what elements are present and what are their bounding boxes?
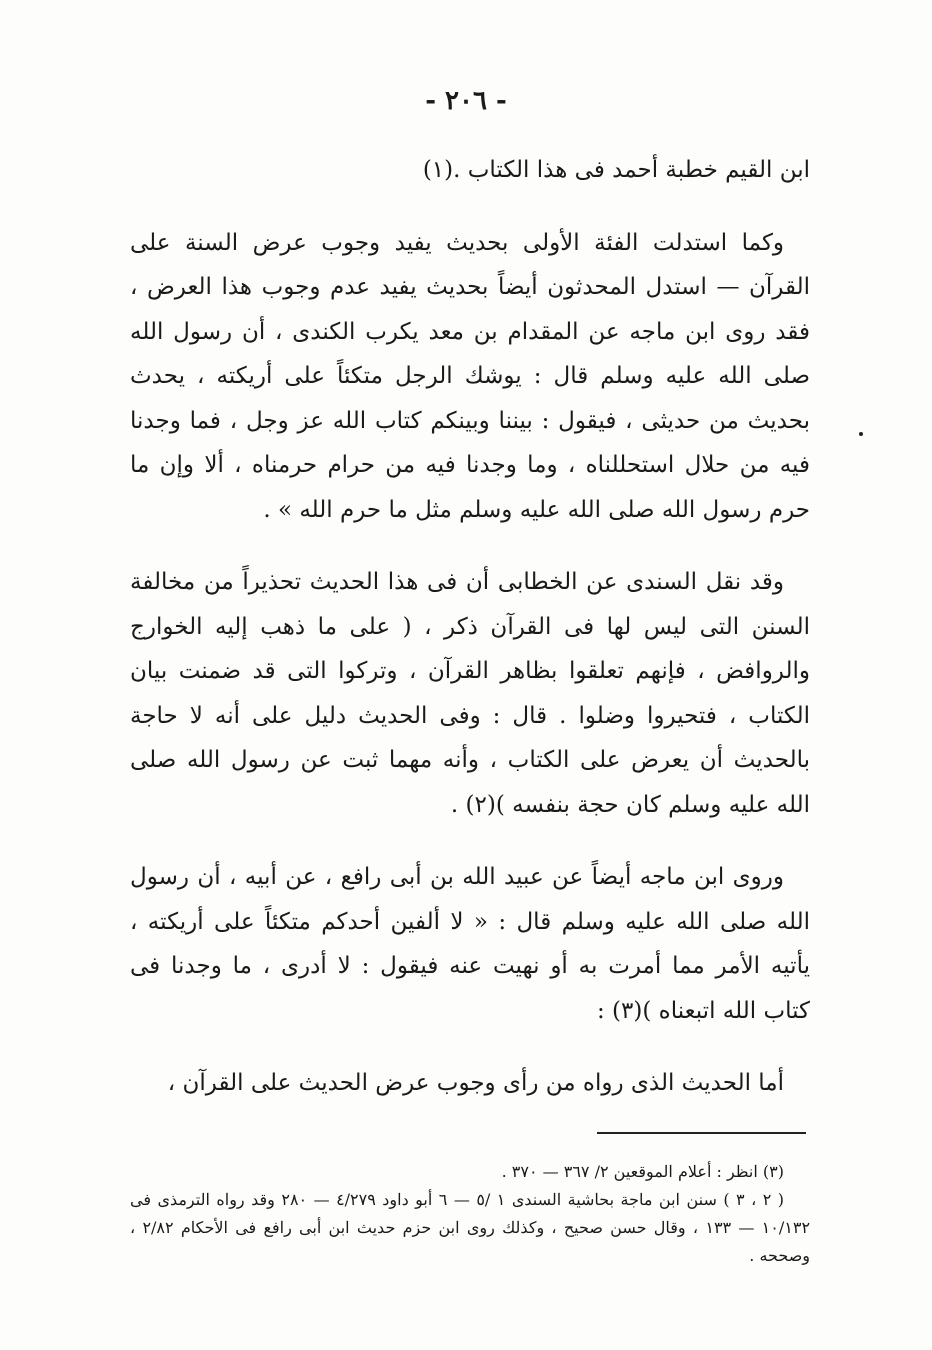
page-number: - ٢٠٦ - (425, 86, 507, 116)
footnotes (130, 1158, 810, 1270)
paragraph-continuation: ابن القيم خطبة أحمد فى هذا الكتاب .(١) (422, 157, 810, 183)
paragraph: وقد نقل السندى عن الخطابى أن فى هذا الحديث تحذيراً من مخالفة السنن التى ليس لها فى القرآن ذكر ، ( على ما ذهب إليه الخوارج والروافض ، فإنهم تعلقوا بظاهر القرآن ، وتركوا التى قد ضمنت بيان الكتاب ، فتحيروا وضلوا . قال : وفى الحديث دليل على أنه لا حاجة بالحديث أن يعرض على الكتاب ، وأنه مهما ثبت عن رسول الله صلى الله عليه وسلم كان حجة بنفسه )(٢) . (130, 569, 810, 818)
footnote-divider (597, 1132, 806, 1134)
footnote: (٣) انظر : أعلام الموقعين ٢/ ٣٦٧ — ٣٧٠ . (501, 1162, 784, 1181)
body-text (130, 148, 810, 1106)
footnote: ( ٢ ، ٣ ) سنن ابن ماجة بحاشية السندى ١ /٥ — ٦ أبو داود ٤/٢٧٩ — ٢٨٠ وقد رواه الترمذى فى ١٠/١٣٢ — ١٣٣ ، وقال حسن صحيح ، وكذلك روى ابن حزم حديث ابن أبى رافع فى الأحكام ٢/٨٢ ، وصححه . (130, 1190, 811, 1265)
paragraph: وروى ابن ماجه أيضاً عن عبيد الله بن أبى رافع ، عن أبيه ، أن رسول الله صلى الله عليه وسلم قال : « لا ألفين أحدكم متكئاً على أريكته ، يأتيه الأمر مما أمرت به أو نهيت عنه فيقول : لا أدرى ، ما وجدنا فى كتاب الله اتبعناه )(٣) : (130, 864, 810, 1024)
paragraph: وكما استدلت الفئة الأولى بحديث يفيد وجوب عرض السنة على القرآن — استدل المحدثون أيضاً بحديث يفيد عدم وجوب هذا العرض ، فقد روى ابن ماجه عن المقدام بن معد يكرب الكندى ، أن رسول الله صلى الله عليه وسلم قال : يوشك الرجل متكئاً على أريكته ، يحدث بحديث من حديثى ، فيقول : بيننا وبينكم كتاب الله عز وجل ، فما وجدنا فيه من حلال استحللناه ، وما وجدنا فيه من حرام حرمناه ، ألا وإن ما حرم رسول الله صلى الله عليه وسلم مثل ما حرم الله » . (130, 229, 810, 523)
margin-dot (859, 432, 863, 436)
paragraph: أما الحديث الذى رواه من رأى وجوب عرض الحديث على القرآن ، (167, 1070, 784, 1096)
